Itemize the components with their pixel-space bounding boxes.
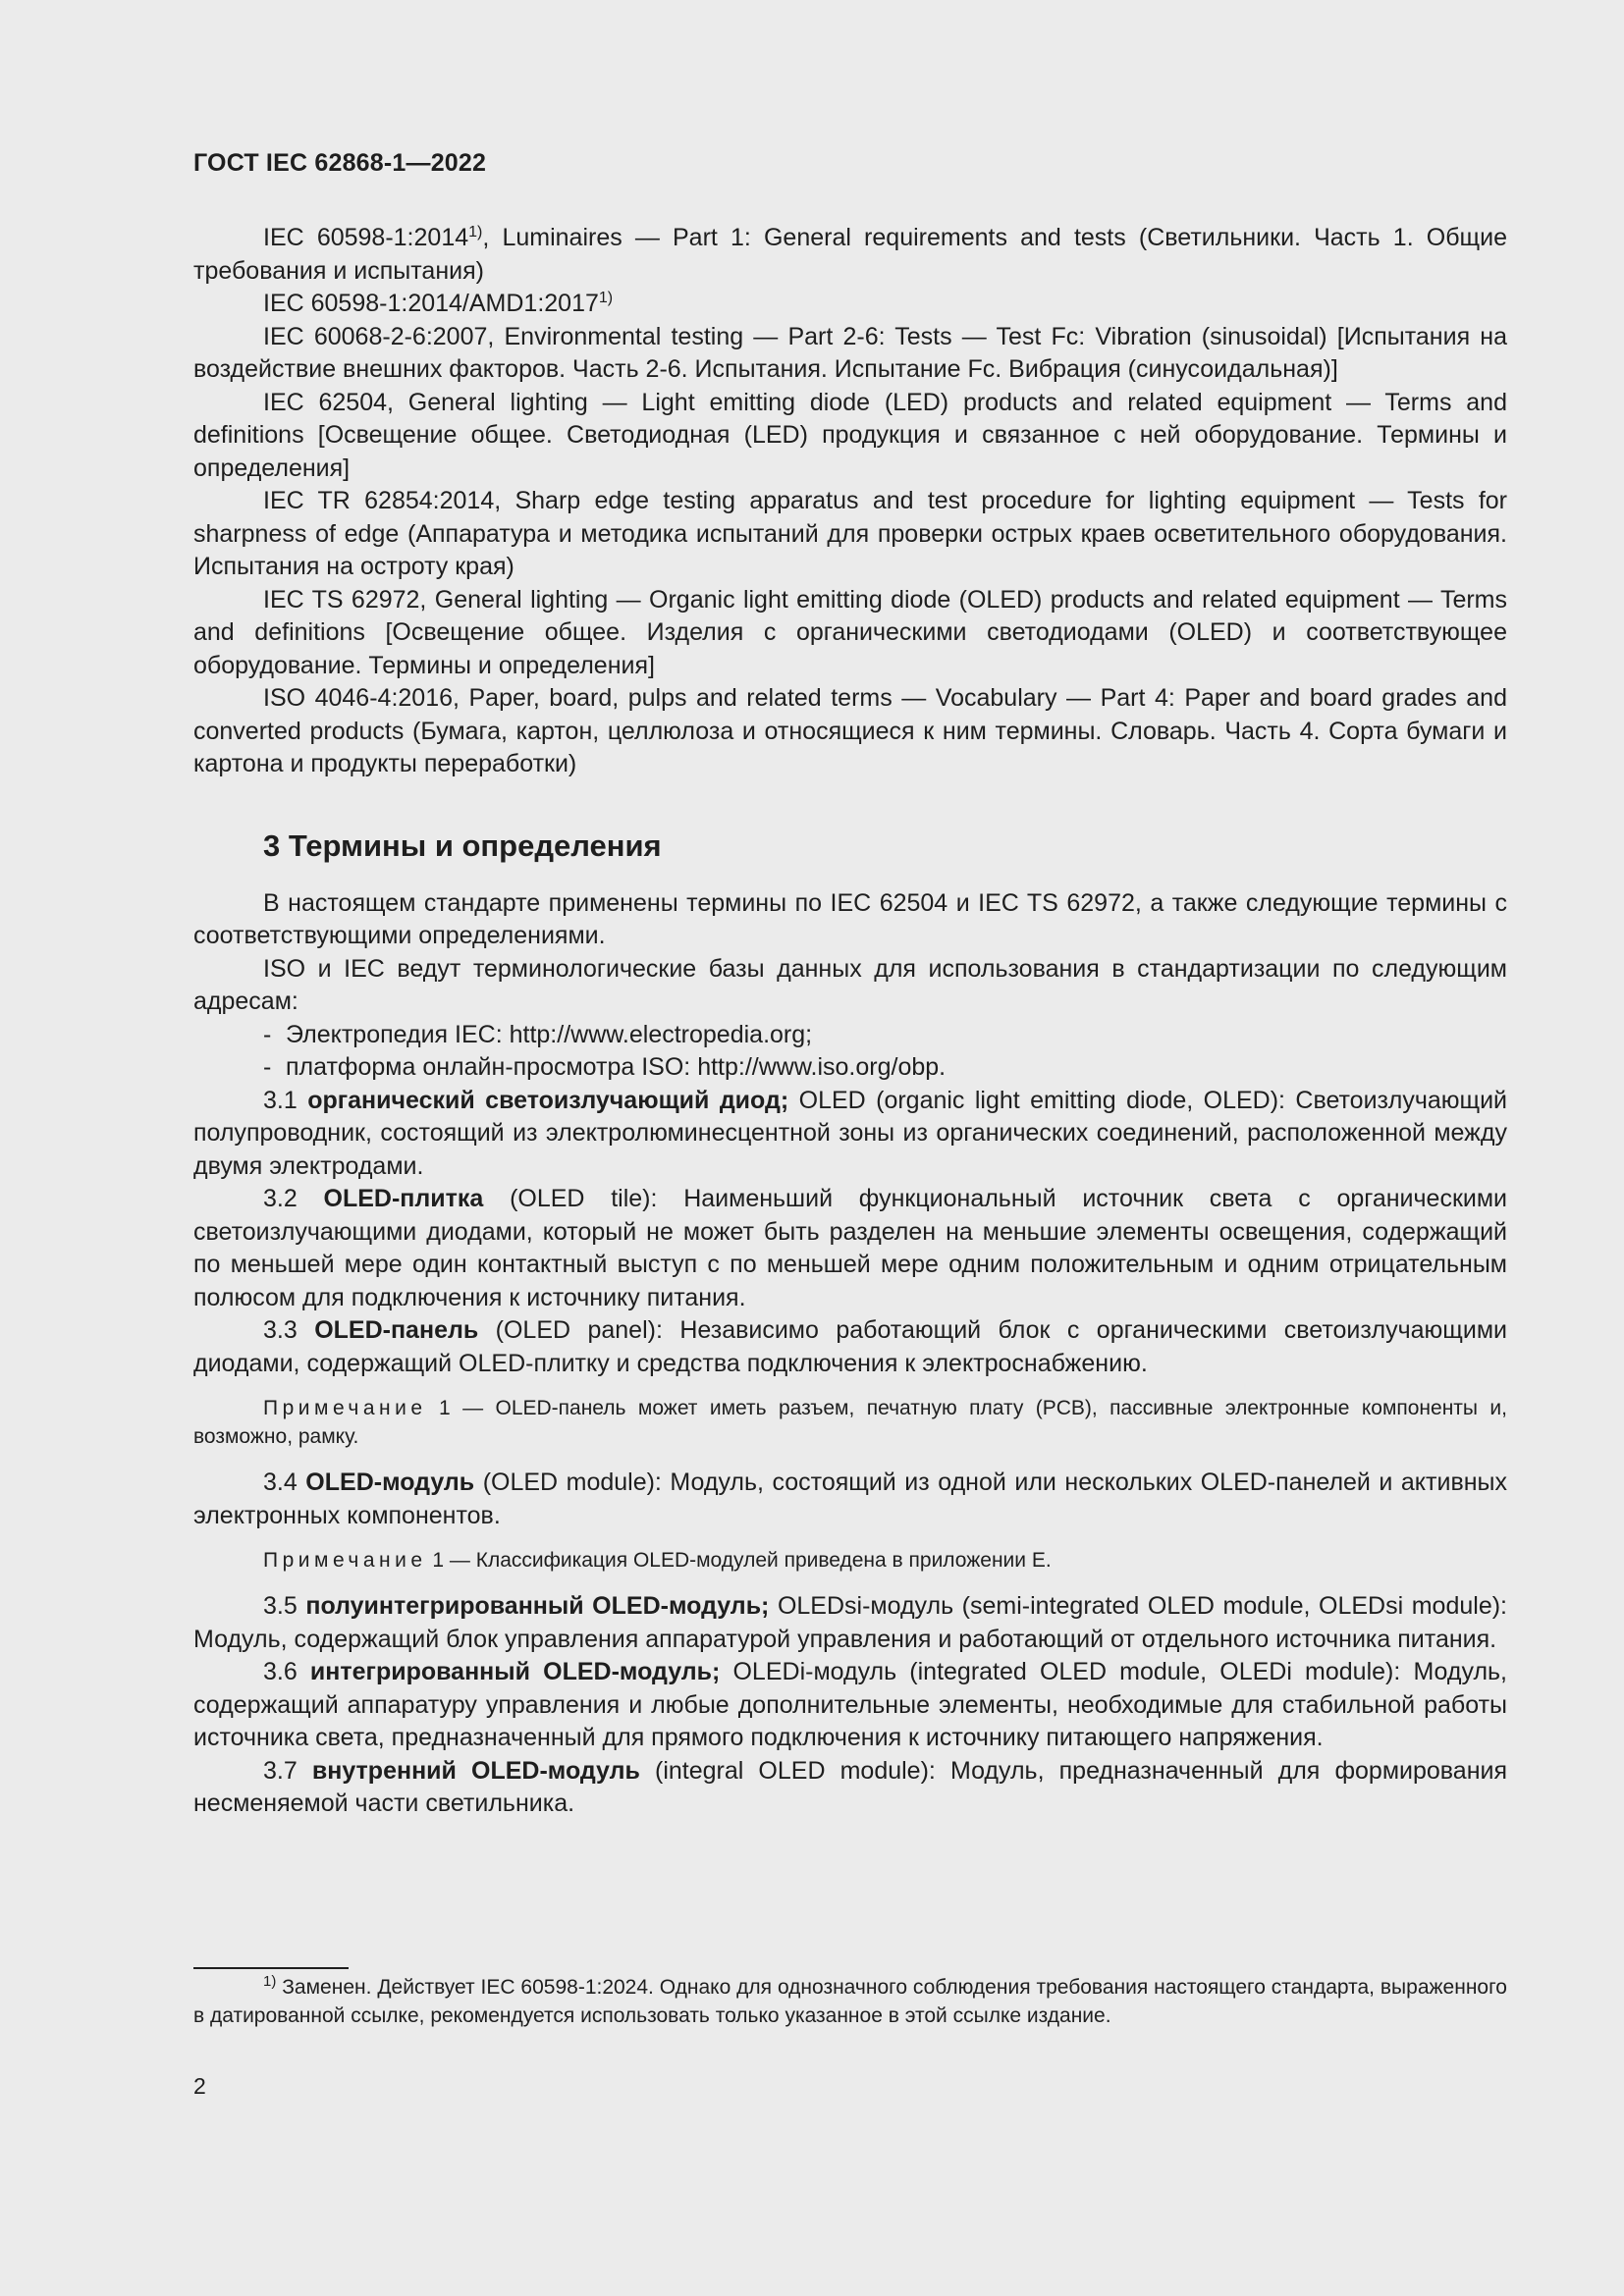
term-number: 3.7 bbox=[263, 1756, 298, 1785]
term-text: (OLED panel): Независимо работающий блок с органическими светоизлучающими диодами, содержащий OLED-плитку и средства подключения к электроснабжению. bbox=[193, 1316, 1507, 1377]
list-dash: - bbox=[263, 1020, 272, 1048]
term-text: OLEDi-модуль (integrated OLED module, OLEDi module): Модуль, содержащий аппаратуру управления и любые дополнительные элементы, необходимые для стабильной работы источника света, предназначенный для прямого подключения к источнику питающего напряжения. bbox=[193, 1658, 1508, 1751]
list-item bbox=[193, 1019, 1507, 1052]
footnote bbox=[193, 1973, 1507, 2030]
term-name: органический светоизлучающий диод; bbox=[307, 1086, 789, 1114]
term-name: OLED-плитка bbox=[323, 1185, 484, 1212]
section-title: 3 Термины и определения bbox=[263, 828, 662, 863]
term-number: 3.3 bbox=[263, 1316, 298, 1344]
reference-entry: IEC TS 62972, General lighting — Organic light emitting diode (OLED) products and related equipment — Terms and definitions [Освещение общее. Изделия с органическими светодиодами (OLED) и соответствующее оборудование. Термины и определения] bbox=[193, 585, 1507, 679]
footnote-divider bbox=[193, 1967, 349, 1969]
list-item-text: Электропедия IEC: http://www.electropedia.org; bbox=[286, 1020, 813, 1048]
term-definition bbox=[193, 1314, 1507, 1380]
page-number: 2 bbox=[193, 2073, 206, 2099]
note bbox=[193, 1394, 1507, 1451]
reference-id: IEC 60598-1:2014 bbox=[263, 224, 469, 251]
term-definition bbox=[193, 1590, 1507, 1656]
list-item bbox=[193, 1051, 1507, 1085]
reference-entry: IEC TR 62854:2014, Sharp edge testing apparatus and test procedure for lighting equipment — Tests for sharpness of edge (Аппаратура и методика испытаний для проверки острых краев осветительного оборудования. Испытания на остроту края) bbox=[193, 487, 1507, 580]
note-label: Примечание bbox=[263, 1397, 427, 1419]
note bbox=[193, 1546, 1507, 1575]
reference-entry: IEC 60068-2-6:2007, Environmental testing — Part 2-6: Tests — Test Fc: Vibration (sinusoidal) [Испытания на воздействие внешних факторов. Часть 2-6. Испытания. Испытание Fc. Вибрация (синусоидальная)] bbox=[193, 322, 1507, 383]
term-text: (integral OLED module): Модуль, предназначенный для формирования несменяемой части светильника. bbox=[193, 1756, 1507, 1817]
list-item-text: платформа онлайн-просмотра ISO: http://www.iso.org/obp. bbox=[286, 1053, 947, 1081]
section-intro: ISO и IEC ведут терминологические базы данных для использования в стандартизации по следующим адресам: bbox=[193, 954, 1507, 1015]
list-dash: - bbox=[263, 1053, 272, 1081]
term-number: 3.2 bbox=[263, 1185, 298, 1212]
reference-entry bbox=[193, 288, 1507, 321]
footnote-marker: 1) bbox=[263, 1973, 277, 1990]
note-label: Примечание bbox=[263, 1549, 427, 1572]
note-text: 1 — OLED-панель может иметь разъем, печатную плату (PCB), пассивные электронные компоненты и, возможно, рамку. bbox=[193, 1397, 1507, 1448]
term-number: 3.6 bbox=[263, 1658, 298, 1685]
term-definition bbox=[193, 1656, 1507, 1755]
reference-id: IEC 60598-1:2014/AMD1:2017 bbox=[263, 290, 599, 317]
term-name: внутренний OLED-модуль bbox=[311, 1756, 640, 1785]
section-intro: В настоящем стандарте применены термины по IEC 62504 и IEC TS 62972, а также следующие термины с соответствующими определениями. bbox=[193, 888, 1507, 949]
footnote-marker: 1) bbox=[598, 290, 614, 306]
reference-entry bbox=[193, 222, 1507, 288]
term-number: 3.1 bbox=[263, 1086, 298, 1114]
term-text: (OLED tile): Наименьший функциональный источник света с органическими светоизлучающими диодами, который не может быть разделен на меньшие элементы освещения, содержащий по меньшей мере один контактный выступ с по меньшей мере одним положительным и одним отрицательным полюсом для подключения к источнику питания. bbox=[193, 1185, 1508, 1311]
term-definition bbox=[193, 1085, 1507, 1184]
reference-entry: IEC 62504, General lighting — Light emitting diode (LED) products and related equipment — Terms and definitions [Освещение общее. Светодиодная (LED) продукция и связанное с ней оборудование. Термины и определения] bbox=[193, 388, 1507, 482]
term-number: 3.5 bbox=[263, 1592, 298, 1620]
reference-title: , Luminaires — Part 1: General requirements and tests (Светильники. Часть 1. Общие требования и испытания) bbox=[193, 224, 1507, 285]
term-name: OLED-панель bbox=[314, 1316, 479, 1344]
term-text: OLED (organic light emitting diode, OLED): Светоизлучающий полупроводник, состоящий из электролюминесцентной зоны из органических соединений, расположенной между двумя электродами. bbox=[193, 1086, 1508, 1180]
term-definition bbox=[193, 1183, 1507, 1314]
term-text: OLEDsi-модуль (semi-integrated OLED module, OLEDsi module): Модуль, содержащий блок управления аппаратурой управления и работающий от отдельного источника питания. bbox=[193, 1592, 1507, 1653]
note-text: 1 — Классификация OLED-модулей приведена в приложении Е. bbox=[426, 1549, 1052, 1572]
term-definition bbox=[193, 1467, 1507, 1532]
footnote-text: Заменен. Действует IEC 60598-1:2024. Однако для однозначного соблюдения требования настоящего стандарта, выраженного в датированной ссылке, рекомендуется использовать только указанное в этой ссылке издание. bbox=[193, 1976, 1507, 2027]
term-name: интегрированный OLED-модуль; bbox=[309, 1658, 721, 1685]
reference-entry: ISO 4046-4:2016, Paper, board, pulps and related terms — Vocabulary — Part 4: Paper and board grades and converted products (Бумага, картон, целлюлоза и относящиеся к ним термины. Словарь. Часть 4. Сорта бумаги и картона и продукты переработки) bbox=[193, 684, 1507, 777]
term-name: OLED-модуль bbox=[305, 1468, 475, 1496]
term-text: (OLED module): Модуль, состоящий из одной или нескольких OLED-панелей и активных электронных компонентов. bbox=[193, 1468, 1507, 1529]
term-name: полуинтегрированный OLED-модуль; bbox=[305, 1592, 770, 1620]
footnote-marker: 1) bbox=[468, 224, 483, 240]
document-header: ГОСТ IEC 62868-1—2022 bbox=[193, 149, 487, 177]
page-content bbox=[193, 222, 1507, 1821]
term-definition bbox=[193, 1755, 1507, 1821]
term-number: 3.4 bbox=[263, 1468, 298, 1496]
